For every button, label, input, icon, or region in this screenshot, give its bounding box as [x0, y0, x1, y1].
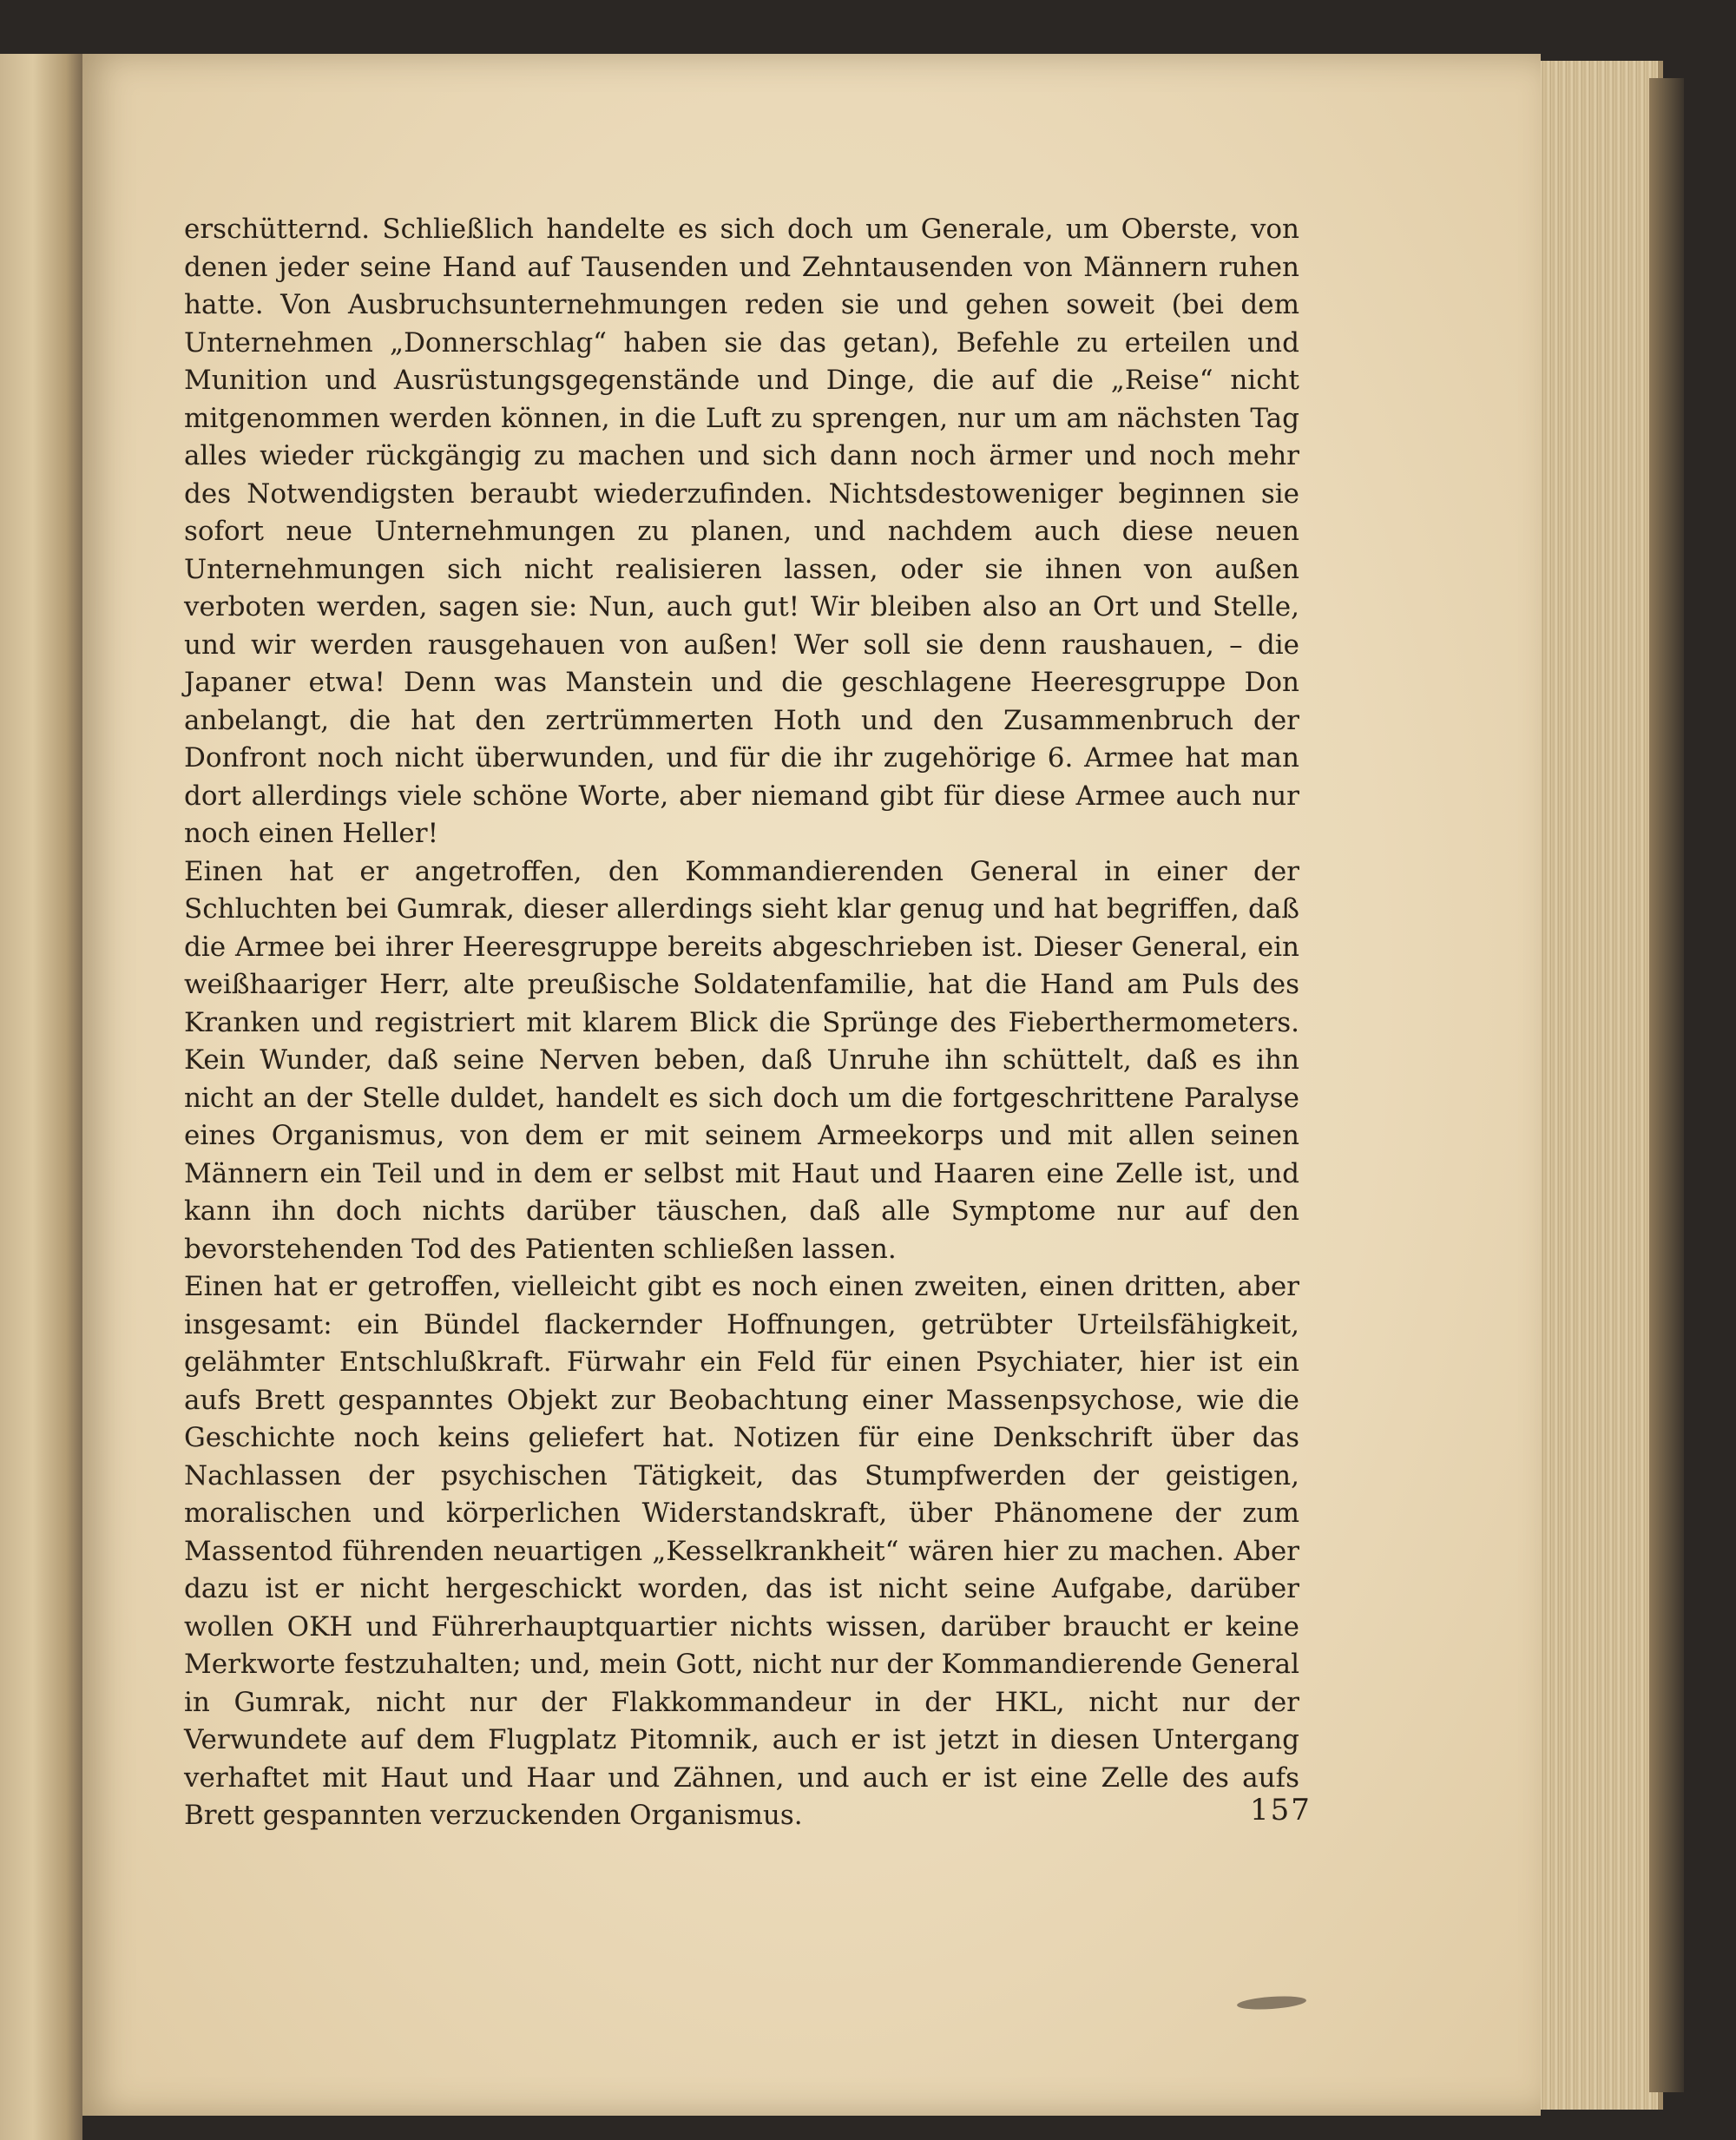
page-block-edges: [1528, 61, 1663, 2110]
left-page-edge: [0, 54, 82, 2140]
paragraph-3: Einen hat er getroffen, vielleicht gibt es noch einen zweiten, einen dritten, aber insgesamt: ein Bündel flackernder Hoffnungen, getrübter Urteilsfähigkeit, gelähmter Entschlußkraft. Fürwahr ein Feld für einen Psychiater, hier ist ein aufs Brett gespanntes Objekt zur Beobachtung einer Massenpsychose, wie die Geschichte noch keins geliefert hat. Notizen für eine Denkschrift über das Nachlassen der psychischen Tätigkeit, das Stumpfwerden der geistigen, moralischen und körperlichen Widerstandskraft, über Phänomene der zum Massentod führenden neuartigen „Kesselkrankheit“ wären hier zu machen. Aber dazu ist er nicht hergeschickt worden, das ist nicht seine Aufgabe, darüber wollen OKH und Führerhauptquartier nichts wissen, darüber braucht er keine Merkworte festzuhalten; und, mein Gott, nicht nur der Kommandierende General in Gumrak, nicht nur der Flakkommandeur in der HKL, nicht nur der Verwundete auf dem Flugplatz Pitomnik, auch er ist jetzt in diesen Untergang verhaftet mit Haut und Haar und Zähnen, und auch er ist eine Zelle des aufs Brett gespannten verzuckenden Organismus.: [184, 1271, 1299, 1831]
page-block-shadow: [1649, 78, 1684, 2092]
paragraph-2: Einen hat er angetroffen, den Kommandierenden General in einer der Schluchten bei Gumrak, dieser allerdings sieht klar genug und hat begriffen, daß die Armee bei ihrer Heeresgruppe bereits abgeschrieben ist. Dieser General, ein weißhaariger Herr, alte preußische Soldatenfamilie, hat die Hand am Puls des Kranken und registriert mit klarem Blick die Sprünge des Fieberthermometers. Kein Wunder, daß seine Nerven beben, daß Unruhe ihn schüttelt, daß es ihn nicht an der Stelle duldet, handelt es sich doch um die fortgeschrittene Paralyse eines Organismus, von dem er mit seinem Armeekorps und mit allen seinen Männern ein Teil und in dem er selbst mit Haut und Haaren eine Zelle ist, und kann ihn doch nichts darüber täuschen, daß alle Symptome nur auf den bevorstehenden Tod des Patienten schließen lassen.: [184, 855, 1299, 1265]
page-number: 157: [1250, 1793, 1312, 1827]
body-text: [184, 211, 1299, 1835]
paragraph-1: erschütternd. Schließlich handelte es sich doch um Generale, um Oberste, von denen jeder seine Hand auf Tausenden und Zehntausenden von Männern ruhen hatte. Von Ausbruchsunternehmungen reden sie und gehen soweit (bei dem Unternehmen „Donnerschlag“ haben sie das getan), Befehle zu erteilen und Munition und Ausrüstungsgegenstände und Dinge, die auf die „Reise“ nicht mitgenommen werden können, in die Luft zu sprengen, nur um am nächsten Tag alles wieder rückgängig zu machen und sich dann noch ärmer und noch mehr des Notwendigsten beraubt wiederzufinden. Nichtsdestoweniger beginnen sie sofort neue Unternehmungen zu planen, und nachdem auch diese neuen Unternehmungen sich nicht realisieren lassen, oder sie ihnen von außen verboten werden, sagen sie: Nun, auch gut! Wir bleiben also an Ort und Stelle, und wir werden rausgehauen von außen! Wer soll sie denn raushauen, – die Japaner etwa! Denn was Manstein und die geschlagene Heeresgruppe Don anbelangt, die hat den zertrümmerten Hoth und den Zusammenbruch der Donfront noch nicht überwunden, und für die ihr zugehörige 6. Armee hat man dort allerdings viele schöne Worte, aber niemand gibt für diese Armee auch nur noch einen Heller!: [184, 214, 1299, 849]
